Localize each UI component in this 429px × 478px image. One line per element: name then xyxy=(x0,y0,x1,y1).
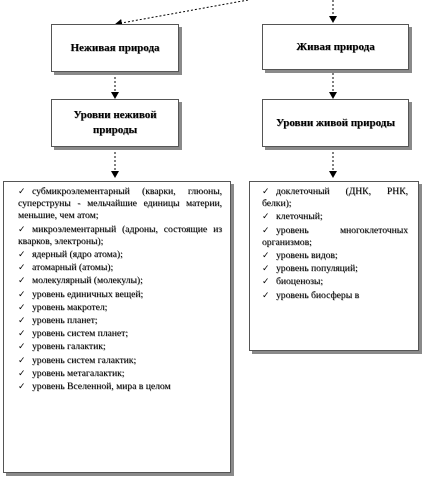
list-item xyxy=(262,289,408,302)
list-item-text: клеточный; xyxy=(276,211,323,223)
checkmark-icon: ✓ xyxy=(18,381,26,392)
list-item xyxy=(262,210,408,223)
checkmark-icon: ✓ xyxy=(262,276,270,287)
nonliving-levels-list-box xyxy=(3,181,231,473)
living-levels-title-box xyxy=(262,99,409,147)
checkmark-icon: ✓ xyxy=(262,250,270,261)
list-item xyxy=(18,274,222,287)
checkmark-icon: ✓ xyxy=(18,341,26,352)
list-item xyxy=(18,380,222,393)
list-item-text: уровень многоклеточных организмов; xyxy=(262,224,408,248)
list-item xyxy=(18,340,222,353)
list-item xyxy=(262,262,408,275)
nonliving-nature-box xyxy=(51,24,179,72)
checkmark-icon: ✓ xyxy=(18,262,26,273)
living-levels-list-box xyxy=(249,181,419,351)
list-item-text: уровень метагалактик; xyxy=(32,367,125,379)
list-item-text: доклеточный (ДНК, РНК, белки); xyxy=(262,186,408,210)
list-item-text: уровень галактик; xyxy=(32,341,106,353)
list-item-text: субмикроэлементарный (кварки, глюоны, суперструны - мельчайшие единицы материи, меньшие, чем атом; xyxy=(18,186,222,222)
list-item xyxy=(18,223,222,248)
list-item xyxy=(262,224,408,249)
living-levels-title: Уровни живой природы xyxy=(276,116,395,129)
list-item-text: уровень макротел; xyxy=(32,301,108,313)
list-item xyxy=(18,314,222,327)
list-item-text: атомарный (атомы); xyxy=(32,262,114,274)
list-item-text: уровень единичных вещей; xyxy=(32,288,144,300)
nonliving-levels-title: Уровни неживой природы xyxy=(73,109,157,136)
living-levels-list xyxy=(262,185,408,302)
living-nature-box xyxy=(262,24,409,70)
checkmark-icon: ✓ xyxy=(262,289,270,300)
list-item-text: уровень Вселенной, мира в целом xyxy=(32,381,171,393)
list-item xyxy=(18,261,222,274)
list-item xyxy=(18,301,222,314)
checkmark-icon: ✓ xyxy=(18,354,26,365)
checkmark-icon: ✓ xyxy=(18,186,26,196)
checkmark-icon: ✓ xyxy=(262,263,270,274)
list-item xyxy=(262,249,408,262)
checkmark-icon: ✓ xyxy=(18,249,26,260)
checkmark-icon: ✓ xyxy=(262,186,270,196)
list-item xyxy=(18,327,222,340)
checkmark-icon: ✓ xyxy=(18,275,26,286)
list-item xyxy=(262,185,408,210)
list-item xyxy=(262,275,408,288)
checkmark-icon: ✓ xyxy=(18,315,26,326)
list-item-text: уровень систем галактик; xyxy=(32,354,137,366)
arrow-top-to-nonliving xyxy=(116,0,248,24)
checkmark-icon: ✓ xyxy=(18,223,26,234)
list-item xyxy=(18,248,222,261)
list-item xyxy=(18,354,222,367)
list-item-text: уровень видов; xyxy=(276,250,338,262)
list-item-text: уровень популяций; xyxy=(276,263,358,275)
living-nature-label: Живая природа xyxy=(296,40,375,53)
list-item-text: биоценозы; xyxy=(276,276,324,288)
list-item xyxy=(18,367,222,380)
checkmark-icon: ✓ xyxy=(18,328,26,339)
checkmark-icon: ✓ xyxy=(18,301,26,312)
checkmark-icon: ✓ xyxy=(262,224,270,235)
nonliving-levels-title-box xyxy=(51,99,179,147)
checkmark-icon: ✓ xyxy=(262,211,270,222)
list-item-text: уровень систем планет; xyxy=(32,328,129,340)
list-item-text: уровень планет; xyxy=(32,315,98,327)
nonliving-nature-label: Неживая природа xyxy=(70,41,160,54)
checkmark-icon: ✓ xyxy=(18,288,26,299)
list-item xyxy=(18,185,222,223)
checkmark-icon: ✓ xyxy=(18,367,26,378)
list-item-text: уровень биосферы в xyxy=(276,289,360,301)
list-item-text: ядерный (ядро атома); xyxy=(32,249,123,261)
list-item-text: молекулярный (молекулы); xyxy=(32,275,143,287)
list-item xyxy=(18,288,222,301)
nonliving-levels-list xyxy=(18,185,222,393)
list-item-text: микроэлементарный (адроны, состоящие из кварков, электроны); xyxy=(18,223,222,247)
